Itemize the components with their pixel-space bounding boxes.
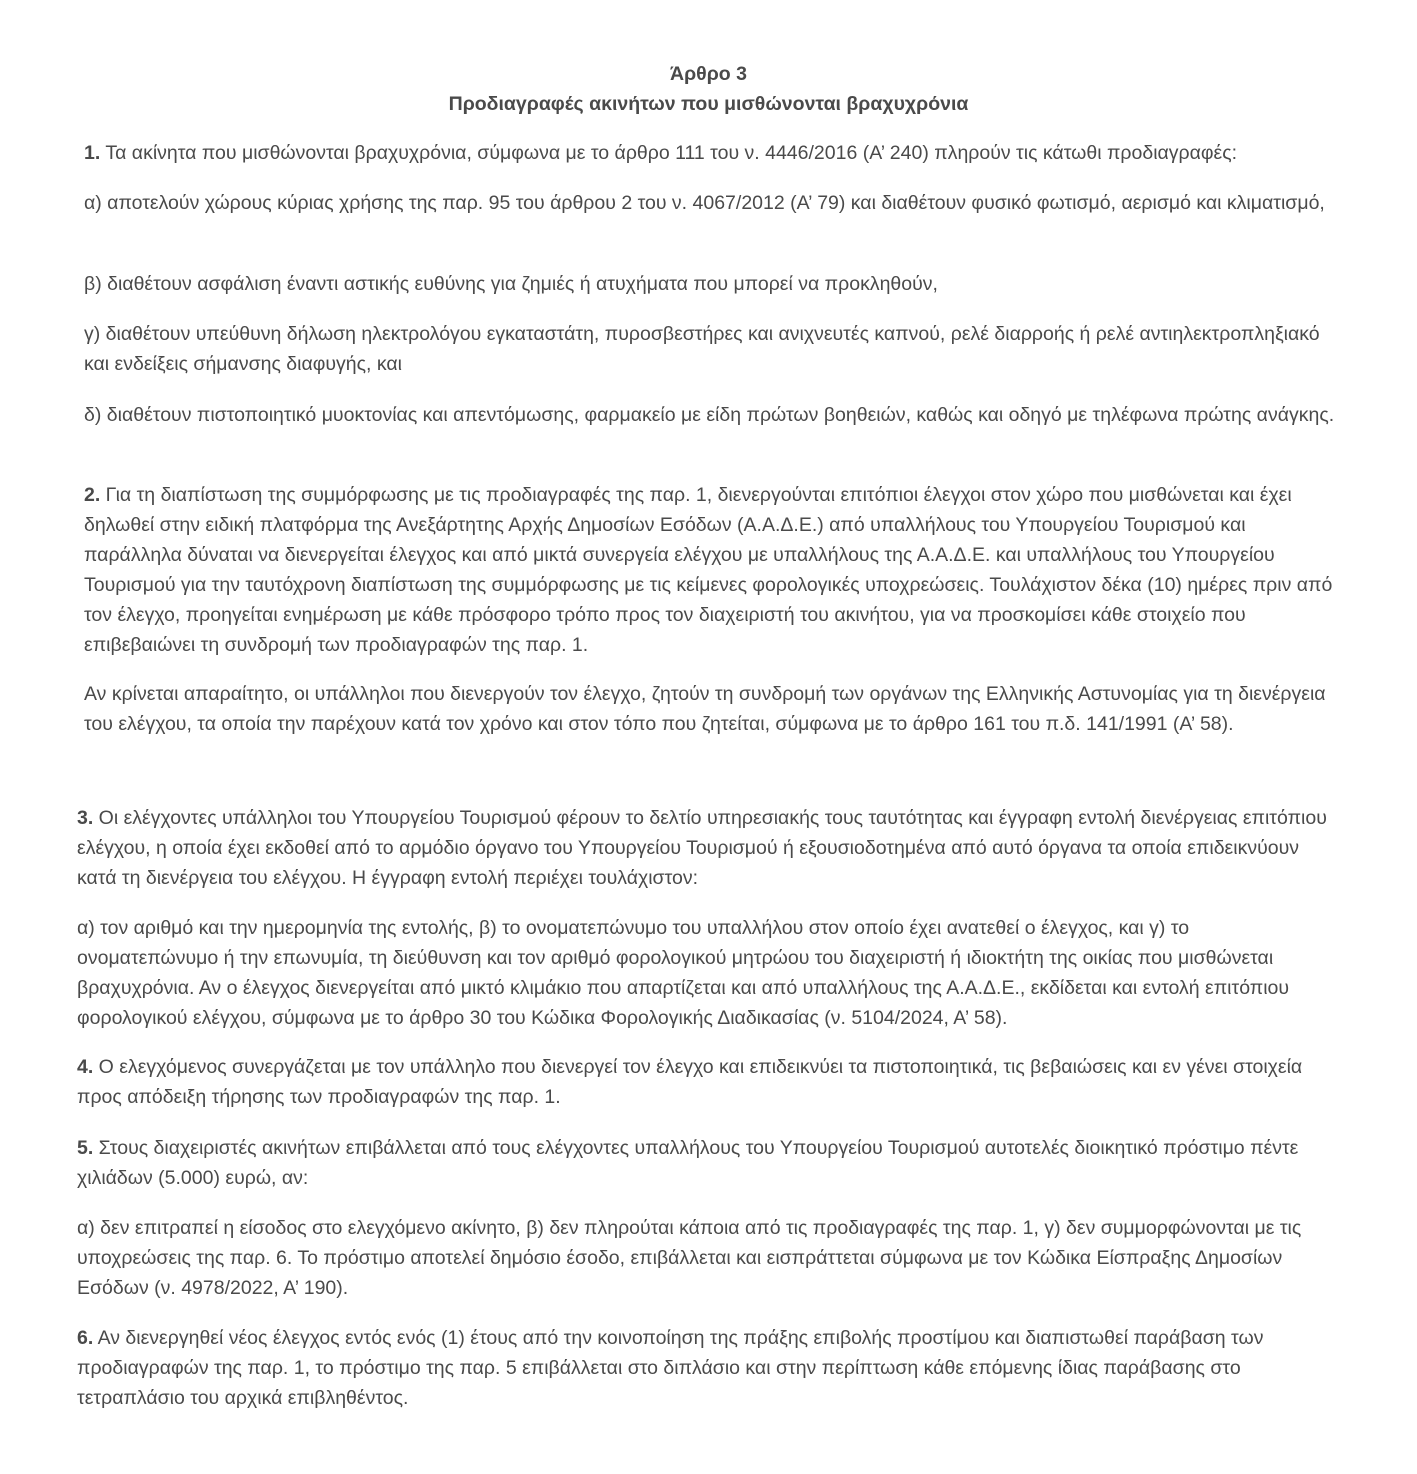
paragraph-number: 5. (77, 1137, 94, 1159)
article-subtitle: Προδιαγραφές ακινήτων που μισθώνονται βραχυχρόνια (448, 93, 969, 115)
paragraph-1-item-a (84, 188, 1336, 218)
paragraph-1-item-c (84, 319, 1336, 379)
paragraph-text: α) αποτελούν χώρους κύριας χρήσης της παρ. 95 του άρθρου 2 του ν. 4067/2012 (Α’ 79) και διαθέτουν φυσικό φωτισμό, αερισμό και κλιματισμό, (84, 192, 1325, 214)
paragraph-text: β) διαθέτουν ασφάλιση έναντι αστικής ευθύνης για ζημιές ή ατυχήματα που μπορεί να προκληθούν, (84, 273, 938, 295)
paragraph-text: Αν κρίνεται απαραίτητο, οι υπάλληλοι που διενεργούν τον έλεγχο, ζητούν τη συνδρομή των οργάνων της Ελληνικής Αστυνομίας για τη διενέργεια του ελέγχου, τα οποία την παρέχουν κατά τον χρόνο και στον τόπο που ζητείται, σύμφωνα με το άρθρο 161 του π.δ. 141/1991 (Α’ 58). (84, 683, 1326, 735)
paragraph-1-item-d (84, 400, 1336, 430)
paragraph-number: 1. (84, 142, 101, 164)
paragraph-1-item-b (84, 269, 1336, 299)
paragraph-text: α) τον αριθμό και την ημερομηνία της εντολής, β) το ονοματεπώνυμο του υπαλλήλου στον οποίο έχει ανατεθεί ο έλεγχος, και γ) το ονοματεπώνυμο ή την επωνυμία, τη διεύθυνση και τον αριθμό φορολογικού μητρώου του διαχειριστή ή ιδιοκτήτη της οικίας που μισθώνεται βραχυχρόνια. Αν ο έλεγχος διενεργείται από μικτό κλιμάκιο που απαρτίζεται και από υπαλλήλους της Α.Α.Δ.Ε., εκδίδεται και εντολή επιτόπιου φορολογικού ελέγχου, σύμφωνα με το άρθρο 30 του Κώδικα Φορολογικής Διαδικασίας (ν. 5104/2024, Α’ 58). (77, 917, 1290, 1029)
paragraph-number: 3. (77, 807, 94, 829)
paragraph-text: Οι ελέγχοντες υπάλληλοι του Υπουργείου Τουρισμού φέρουν το δελτίο υπηρεσιακής τους ταυτότητας και έγγραφη εντολή διενέργειας επιτόπιου ελέγχου, η οποία έχει εκδοθεί από το αρμόδιο όργανο του Υπουργείου Τουρισμού ή εξουσιοδοτημένα από αυτό όργανα τα οποία επιδεικνύουν κατά τη διενέργεια του ελέγχου. Η έγγραφη εντολή περιέχει τουλάχιστον: (77, 807, 1327, 889)
paragraph-text: Ο ελεγχόμενος συνεργάζεται με τον υπάλληλο που διενεργεί τον έλεγχο και επιδεικνύει τα πιστοποιητικά, τις βεβαιώσεις και εν γένει στοιχεία προς απόδειξη τήρησης των προδιαγραφών της παρ. 1. (77, 1056, 1303, 1108)
paragraph-text: α) δεν επιτραπεί η είσοδος στο ελεγχόμενο ακίνητο, β) δεν πληρούται κάποια από τις προδιαγραφές της παρ. 1, γ) δεν συμμορφώνονται με τις υποχρεώσεις της παρ. 6. Το πρόστιμο αποτελεί δημόσιο έσοδο, επιβάλλεται και εισπράττεται σύμφωνα με τον Κώδικα Είσπραξης Δημοσίων Εσόδων (ν. 4978/2022, Α’ 190). (77, 1217, 1302, 1299)
article-heading (0, 59, 1417, 119)
paragraph-text: Τα ακίνητα που μισθώνονται βραχυχρόνια, σύμφωνα με το άρθρο 111 του ν. 4446/2016 (Α’ 240) πληρούν τις κάτωθι προδιαγραφές: (100, 142, 1238, 164)
paragraph-3-items (77, 913, 1329, 1033)
paragraph-number: 4. (77, 1056, 94, 1078)
paragraph-5-items (77, 1213, 1329, 1303)
paragraph-text: Αν διενεργηθεί νέος έλεγχος εντός ενός (1) έτους από την κοινοποίηση της πράξης επιβολής προστίμου και διαπιστωθεί παράβαση των προδιαγραφών της παρ. 1, το πρόστιμο της παρ. 5 επιβάλλεται στο διπλάσιο και στην περίπτωση κάθε επόμενης ίδιας παράβασης στο τετραπλάσιο του αρχικά επιβληθέντος. (77, 1327, 1264, 1409)
article-number-title: Άρθρο 3 (670, 63, 747, 85)
paragraph-1 (84, 138, 1336, 168)
paragraph-3 (77, 803, 1329, 893)
paragraph-4 (77, 1052, 1329, 1112)
paragraph-number: 2. (84, 484, 101, 506)
paragraph-text: Για τη διαπίστωση της συμμόρφωσης με τις προδιαγραφές της παρ. 1, διενεργούνται επιτόπιοι έλεγχοι στον χώρο που μισθώνεται και έχει δηλωθεί στην ειδική πλατφόρμα της Ανεξάρτητης Αρχής Δημοσίων Εσόδων (Α.Α.Δ.Ε.) από υπαλλήλους του Υπουργείου Τουρισμού και παράλληλα δύναται να διενεργείται έλεγχος και από μικτά συνεργεία ελέγχου με υπαλλήλους της Α.Α.Δ.Ε. και υπαλλήλους του Υπουργείου Τουρισμού για την ταυτόχρονη διαπίστωση της συμμόρφωσης με τις κείμενες φορολογικές υποχρεώσεις. Τουλάχιστον δέκα (10) ημέρες πριν από τον έλεγχο, προηγείται ενημέρωση με κάθε πρόσφορο τρόπο προς τον διαχειριστή του ακινήτου, για να προσκομίσει κάθε στοιχείο που επιβεβαιώνει τη συνδρομή των προδιαγραφών της παρ. 1. (84, 484, 1333, 656)
paragraph-text: γ) διαθέτουν υπεύθυνη δήλωση ηλεκτρολόγου εγκαταστάτη, πυροσβεστήρες και ανιχνευτές καπνού, ρελέ διαρροής ή ρελέ αντιηλεκτροπληξιακό και ενδείξεις σήμανσης διαφυγής, και (84, 323, 1320, 375)
paragraph-text: δ) διαθέτουν πιστοποιητικό μυοκτονίας και απεντόμωσης, φαρμακείο με είδη πρώτων βοηθειών, καθώς και οδηγό με τηλέφωνα πρώτης ανάγκης. (84, 404, 1335, 426)
paragraph-text: Στους διαχειριστές ακινήτων επιβάλλεται από τους ελέγχοντες υπαλλήλους του Υπουργείου Τουρισμού αυτοτελές διοικητικό πρόστιμο πέντε χιλιάδων (5.000) ευρώ, αν: (77, 1137, 1299, 1189)
paragraph-number: 6. (77, 1327, 94, 1349)
paragraph-2 (84, 480, 1336, 660)
paragraph-6 (77, 1323, 1329, 1413)
paragraph-2-continued (84, 679, 1336, 739)
paragraph-5 (77, 1133, 1329, 1193)
